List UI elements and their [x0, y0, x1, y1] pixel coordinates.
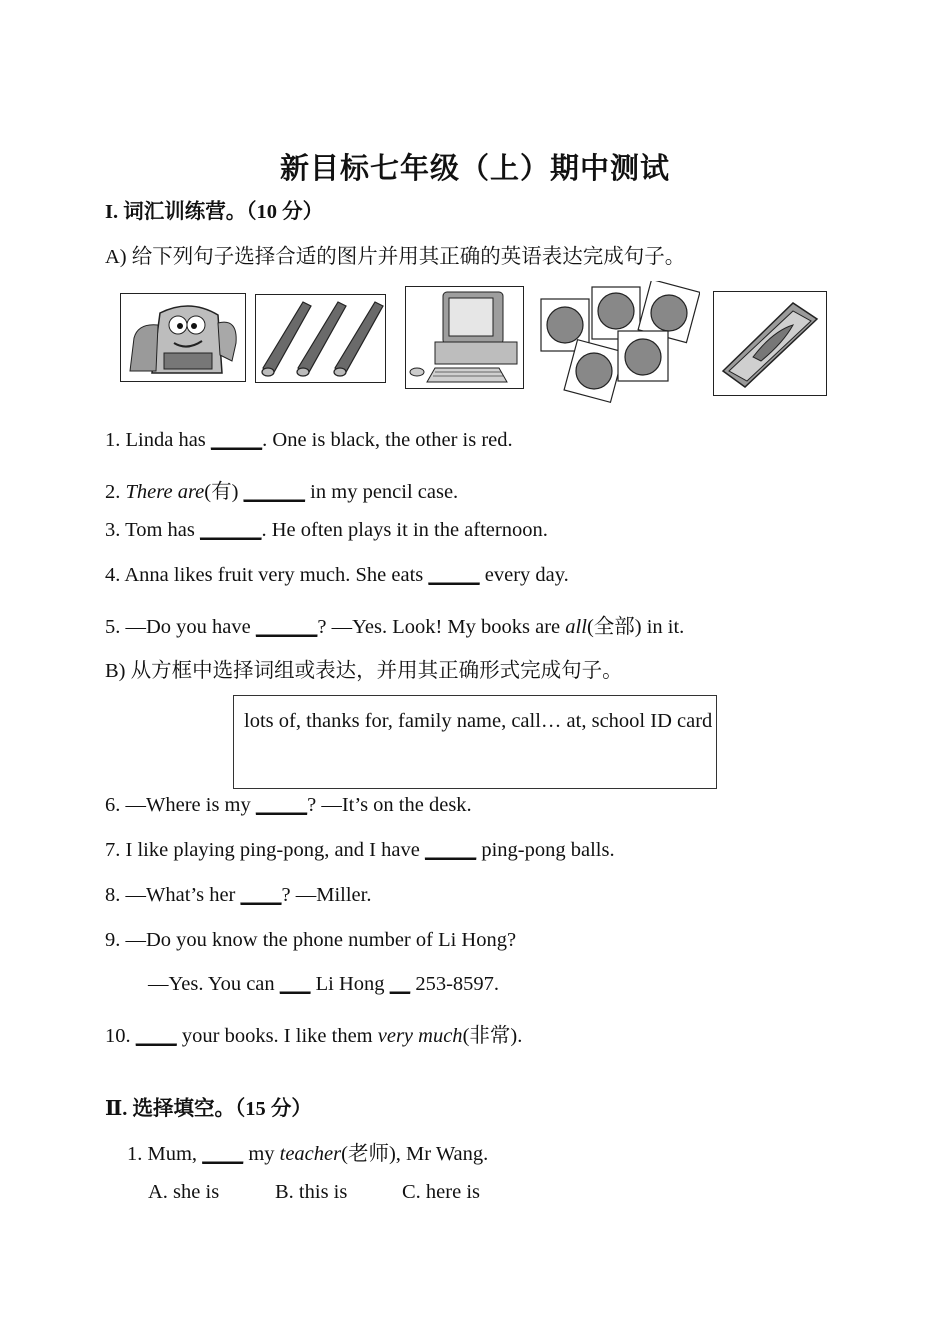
question-2: 2. There are(有) ______ in my pencil case. — [105, 481, 459, 503]
question-5: 5. —Do you have ______? —Yes. Look! My books are all(全部) in it. — [105, 616, 685, 638]
answer-blank[interactable]: _____ — [424, 839, 477, 861]
part-b-instruction: B) 从方框中选择词组或表达，并用其正确形式完成句子。 — [105, 660, 623, 682]
word-box: lots of, thanks for, family name, call… at, school ID card — [233, 695, 717, 789]
answer-blank[interactable]: ____ — [135, 1025, 177, 1047]
question-3: 3. Tom has ______. He often plays it in the afternoon. — [105, 519, 548, 541]
mc-question-1: 1. Mum, ____ my teacher(老师), Mr Wang. — [127, 1143, 489, 1165]
question-7: 7. I like playing ping-pong, and I have _____ ping-pong balls. — [105, 839, 615, 861]
answer-blank[interactable]: _____ — [210, 429, 263, 451]
part-a-instruction: A) 给下列句子选择合适的图片并用其正确的英语表达完成句子。 — [105, 246, 686, 268]
pencil-case-icon — [713, 291, 827, 396]
option-a[interactable]: A. she is — [148, 1181, 220, 1203]
section-2-heading: Ⅱ. 选择填空。（15 分） — [105, 1098, 312, 1120]
answer-blank[interactable]: _____ — [428, 564, 480, 586]
section-1-heading: I. 词汇训练营。（10 分） — [105, 201, 324, 223]
answer-blank[interactable]: __ — [389, 973, 411, 995]
answer-blank[interactable]: ______ — [255, 616, 318, 638]
computer-icon — [405, 286, 524, 389]
answer-blank[interactable]: _____ — [255, 794, 308, 816]
question-8: 8. —What’s her ____? —Miller. — [105, 884, 372, 906]
question-9: 9. —Do you know the phone number of Li Hong? — [105, 929, 517, 951]
question-10: 10. ____ your books. I like them very much(非常). — [105, 1025, 523, 1047]
backpack-icon — [120, 293, 246, 382]
question-9-answer: —Yes. You can ___ Li Hong __ 253-8597. — [148, 973, 500, 995]
option-b[interactable]: B. this is — [275, 1181, 348, 1203]
option-c[interactable]: C. here is — [402, 1181, 480, 1203]
page-title: 新目标七年级（上）期中测试 — [279, 153, 670, 185]
answer-blank[interactable]: ______ — [243, 481, 306, 503]
answer-blank[interactable]: ____ — [202, 1143, 244, 1165]
question-4: 4. Anna likes fruit very much. She eats _____ every day. — [105, 564, 569, 586]
apples-icon — [540, 281, 700, 405]
answer-blank[interactable]: ______ — [200, 519, 262, 541]
pencils-icon — [255, 294, 386, 383]
answer-blank[interactable]: ___ — [279, 973, 311, 995]
answer-blank[interactable]: ____ — [240, 884, 282, 906]
question-6: 6. —Where is my _____? —It’s on the desk. — [105, 794, 472, 816]
question-1: 1. Linda has _____. One is black, the other is red. — [105, 429, 513, 451]
